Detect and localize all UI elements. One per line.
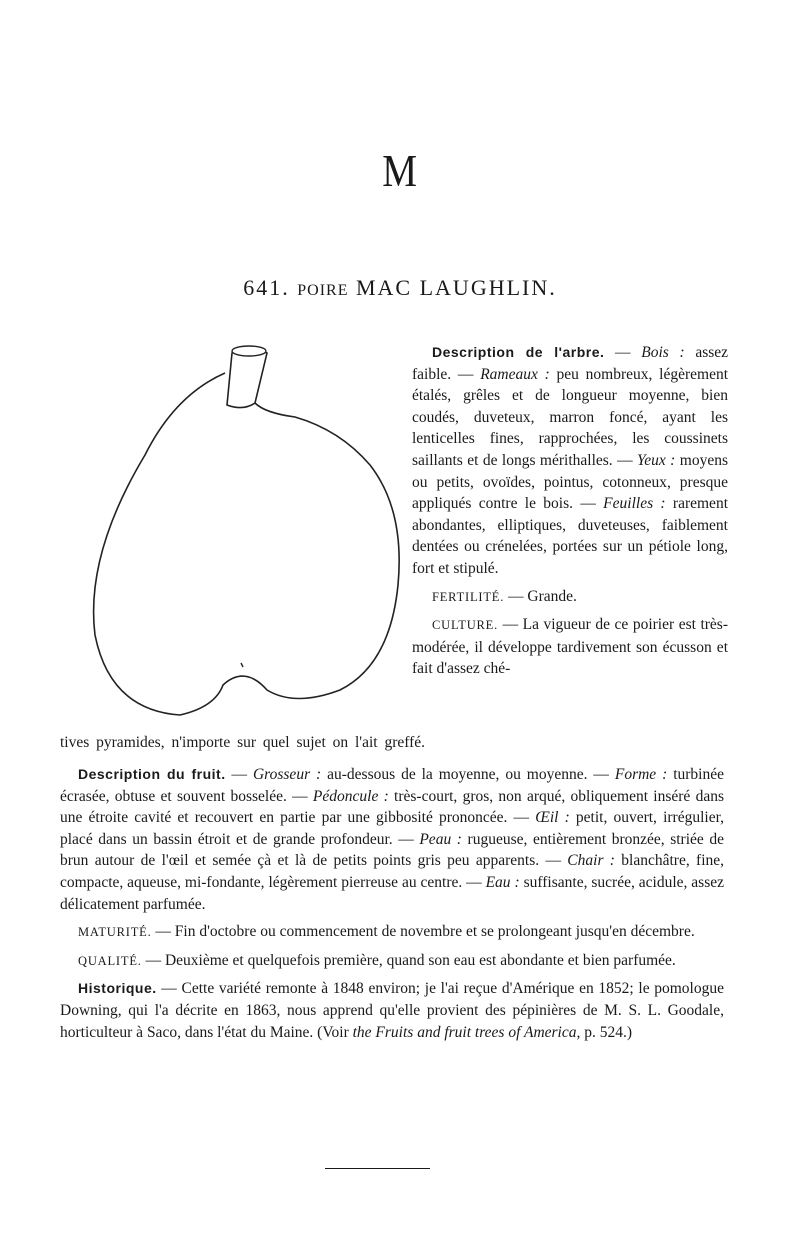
culture-continuation: tives pyramides, n'importe sur quel sujet on l'ait greffé. <box>60 734 426 751</box>
pear-outline-illustration <box>55 335 425 730</box>
tree-description-column <box>412 342 728 680</box>
fruit-description-block <box>60 764 724 1043</box>
pear-stem <box>227 349 267 408</box>
tree-description: Description de l'arbre. — Bois : assez faible. — Rameaux : peu nombreux, légèrement étalés, grêles et de longueur moyenne, bien coudés, duveteux, marron foncé, ayant les lenticelles fines, rapprochées, les coussinets saillants et de longs mérithalles. — Yeux : moyens ou petits, ovoïdes, pointus, cotonneux, presque appliqués contre le bois. — Feuilles : rarement abondantes, elliptiques, duveteuses, faiblement dentées ou crénelées, portées sur un pétiole long, fort et stipulé. <box>412 344 729 577</box>
entry-number: 641. <box>243 275 290 300</box>
book-reference: the Fruits and fruit trees of America, <box>352 1023 581 1041</box>
maturity: MATURITÉ. — Fin d'octobre ou commencement de novembre et se prolongeant jusqu'en décembre. <box>78 923 695 941</box>
fertility: FERTILITÉ. — Grande. <box>432 587 577 605</box>
entry-name: MAC LAUGHLIN. <box>355 275 557 300</box>
tree-heading: Description de l'arbre. <box>432 344 605 360</box>
entry-prefix: POIRE <box>297 282 349 299</box>
quality: QUALITÉ. — Deuxième et quelquefois première, quand son eau est abondante et bien parfumée. <box>78 951 676 969</box>
entry-title <box>0 275 800 301</box>
fruit-description: Description du fruit. — Grosseur : au-dessous de la moyenne, ou moyenne. — Forme : turbinée écrasée, obtuse et souvent bosselée. — Pédoncule : très-court, gros, non arqué, obliquement inséré dans une étroite cavité et recouvert en partie par une gibbosité prononcée. — Œil : petit, ouvert, irrégulier, placé dans un bassin étroit et de grande profondeur. — Peau : rugueuse, entièrement bronzée, striée de brun autour de l'œil et semée çà et là de petits points gris peu apparents. — Chair : blanchâtre, fine, compacte, aqueuse, mi-fondante, légèrement pierreuse au centre. — Eau : suffisante, sucrée, acidule, assez délicatement parfumée. <box>60 766 725 913</box>
pear-body <box>94 373 400 715</box>
page-section-letter: M <box>382 145 418 196</box>
culture: CULTURE. — La vigueur de ce poirier est très-modérée, il développe tardivement son écusson et fait d'assez ché- <box>412 616 728 678</box>
history: Historique. — Cette variété remonte à 1848 environ; je l'ai reçue d'Amérique en 1852; le pomologue Downing, qui l'a décrite en 1863, nous apprend qu'elle provient des pépinières de M. S. L. Goodale, horticulteur à Saco, dans l'état du Maine. (Voir the Fruits and fruit trees of America, p. 524.) <box>60 980 724 1041</box>
fruit-heading: Description du fruit. <box>78 766 226 782</box>
end-rule <box>325 1168 430 1169</box>
history-heading: Historique. <box>78 980 157 997</box>
